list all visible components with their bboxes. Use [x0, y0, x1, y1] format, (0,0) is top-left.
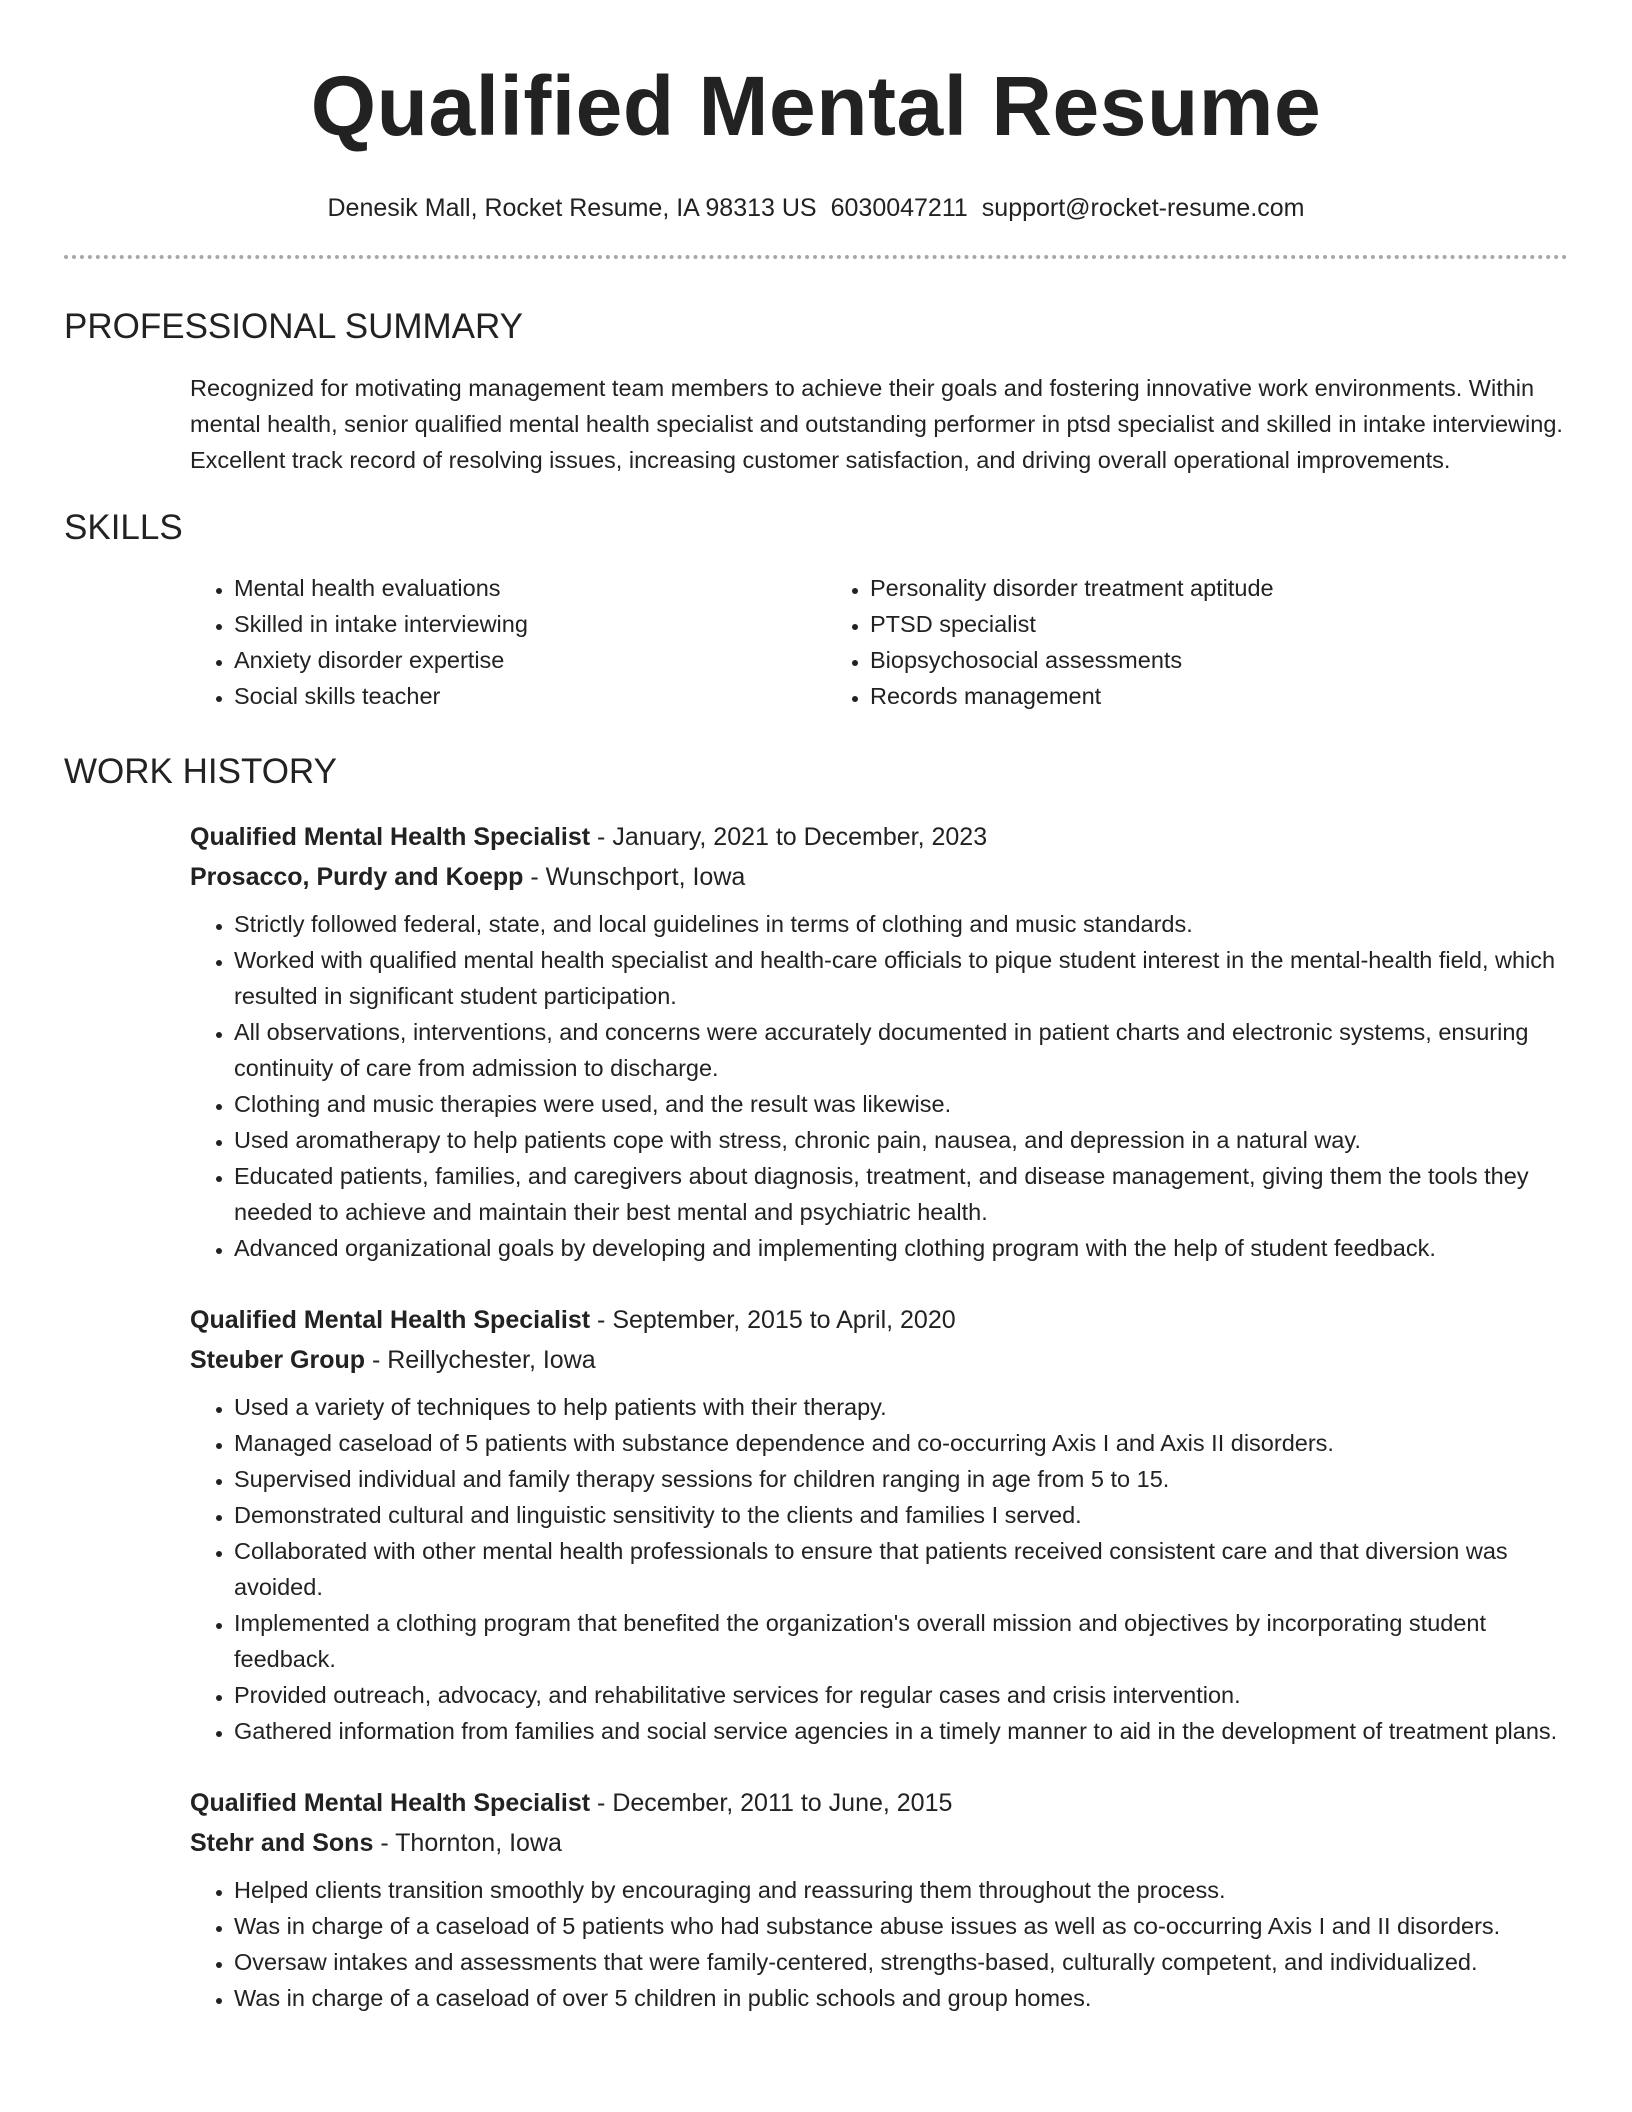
job-location: - Reillychester, Iowa — [365, 1346, 596, 1374]
job-location: - Wunschport, Iowa — [523, 863, 746, 891]
job-bullets — [190, 906, 1568, 1266]
job-bullet: • Provided outreach, advocacy, and rehabilitative services for regular cases and crisis intervention. — [234, 1677, 1568, 1713]
job-dates: - September, 2015 to April, 2020 — [590, 1306, 956, 1334]
job-bullet: • Collaborated with other mental health professionals to ensure that patients received consistent care and that diversion was avoided. — [234, 1533, 1568, 1605]
job-dates: - December, 2011 to June, 2015 — [590, 1789, 953, 1817]
job-bullet: • Worked with qualified mental health specialist and health-care officials to pique student interest in the mental-health field, which resulted in significant student participation. — [234, 942, 1568, 1014]
job-location: - Thornton, Iowa — [373, 1829, 562, 1857]
job-company-line — [190, 1340, 1568, 1380]
job-bullet: • Used a variety of techniques to help patients with their therapy. — [234, 1389, 1568, 1425]
job-bullet: • Demonstrated cultural and linguistic sensitivity to the clients and families I served. — [234, 1497, 1568, 1533]
job-title-line — [190, 817, 1568, 857]
skill-item: • Skilled in intake interviewing — [234, 606, 826, 642]
job-bullet: • Oversaw intakes and assessments that were family-centered, strengths-based, culturally competent, and individualized. — [234, 1944, 1568, 1980]
job-entry — [190, 817, 1568, 1266]
job-title: Qualified Mental Health Specialist — [190, 1789, 591, 1817]
job-bullet: • Gathered information from families and social service agencies in a timely manner to aid in the development of treatment plans. — [234, 1713, 1568, 1749]
contact-email: support@rocket-resume.com — [981, 194, 1305, 222]
job-title: Qualified Mental Health Specialist — [190, 823, 591, 851]
job-dates: - January, 2021 to December, 2023 — [590, 823, 988, 851]
job-bullet: • Managed caseload of 5 patients with substance dependence and co-occurring Axis I and Axis II disorders. — [234, 1425, 1568, 1461]
skill-item: • Anxiety disorder expertise — [234, 642, 826, 678]
skill-item: • PTSD specialist — [870, 606, 1568, 642]
skill-item: • Mental health evaluations — [234, 570, 826, 606]
skills-column-right — [826, 570, 1568, 714]
job-bullet: • Implemented a clothing program that benefited the organization's overall mission and objectives by incorporating student feedback. — [234, 1605, 1568, 1677]
summary-text: Recognized for motivating management team members to achieve their goals and fostering innovative work environments. Within mental health, senior qualified mental health specialist and outstanding performer in ptsd specialist and skilled in intake interviewing. Excellent track record of resolving issues, increasing customer satisfaction, and driving overall operational improvements. — [190, 375, 1563, 473]
skills-list — [190, 570, 1568, 714]
job-bullet: • Helped clients transition smoothly by encouraging and reassuring them throughout the process. — [234, 1872, 1568, 1908]
contact-address: Denesik Mall, Rocket Resume, IA 98313 US — [327, 194, 817, 222]
contact-phone: 6030047211 — [830, 194, 968, 222]
job-title-line — [190, 1783, 1568, 1823]
skill-item: • Records management — [870, 678, 1568, 714]
contact-line — [0, 192, 1632, 224]
skill-item: • Biopsychosocial assessments — [870, 642, 1568, 678]
job-entry — [190, 1300, 1568, 1749]
header-divider — [64, 255, 1568, 259]
skills-column-left — [190, 570, 826, 714]
job-bullet: • Advanced organizational goals by developing and implementing clothing program with the help of student feedback. — [234, 1230, 1568, 1266]
job-company: Steuber Group — [190, 1346, 366, 1374]
job-title-line — [190, 1300, 1568, 1340]
job-bullets — [190, 1389, 1568, 1749]
job-bullet: • Strictly followed federal, state, and local guidelines in terms of clothing and music standards. — [234, 906, 1568, 942]
job-bullets — [190, 1872, 1568, 2016]
work-history-heading: WORK HISTORY — [64, 752, 337, 791]
job-bullet: • Educated patients, families, and caregivers about diagnosis, treatment, and disease management, giving them the tools they needed to achieve and maintain their best mental and psychiatric health. — [234, 1158, 1568, 1230]
job-company-line — [190, 1823, 1568, 1863]
job-bullet: • Clothing and music therapies were used, and the result was likewise. — [234, 1086, 1568, 1122]
job-title: Qualified Mental Health Specialist — [190, 1306, 591, 1334]
job-bullet: • Was in charge of a caseload of over 5 children in public schools and group homes. — [234, 1980, 1568, 2016]
job-company-line — [190, 857, 1568, 897]
skills-heading: SKILLS — [64, 508, 183, 547]
job-bullet: • Used aromatherapy to help patients cope with stress, chronic pain, nausea, and depression in a natural way. — [234, 1122, 1568, 1158]
resume-name: Qualified Mental Resume — [310, 59, 1322, 153]
job-bullet: • Supervised individual and family therapy sessions for children ranging in age from 5 to 15. — [234, 1461, 1568, 1497]
job-bullet: • All observations, interventions, and concerns were accurately documented in patient charts and electronic systems, ensuring continuity of care from admission to discharge. — [234, 1014, 1568, 1086]
job-entry — [190, 1783, 1568, 2016]
skill-item: • Social skills teacher — [234, 678, 826, 714]
job-company: Stehr and Sons — [190, 1829, 374, 1857]
job-company: Prosacco, Purdy and Koepp — [190, 863, 524, 891]
summary-heading: PROFESSIONAL SUMMARY — [64, 307, 523, 346]
skill-item: • Personality disorder treatment aptitude — [870, 570, 1568, 606]
job-bullet: • Was in charge of a caseload of 5 patients who had substance abuse issues as well as co-occurring Axis I and II disorders. — [234, 1908, 1568, 1944]
